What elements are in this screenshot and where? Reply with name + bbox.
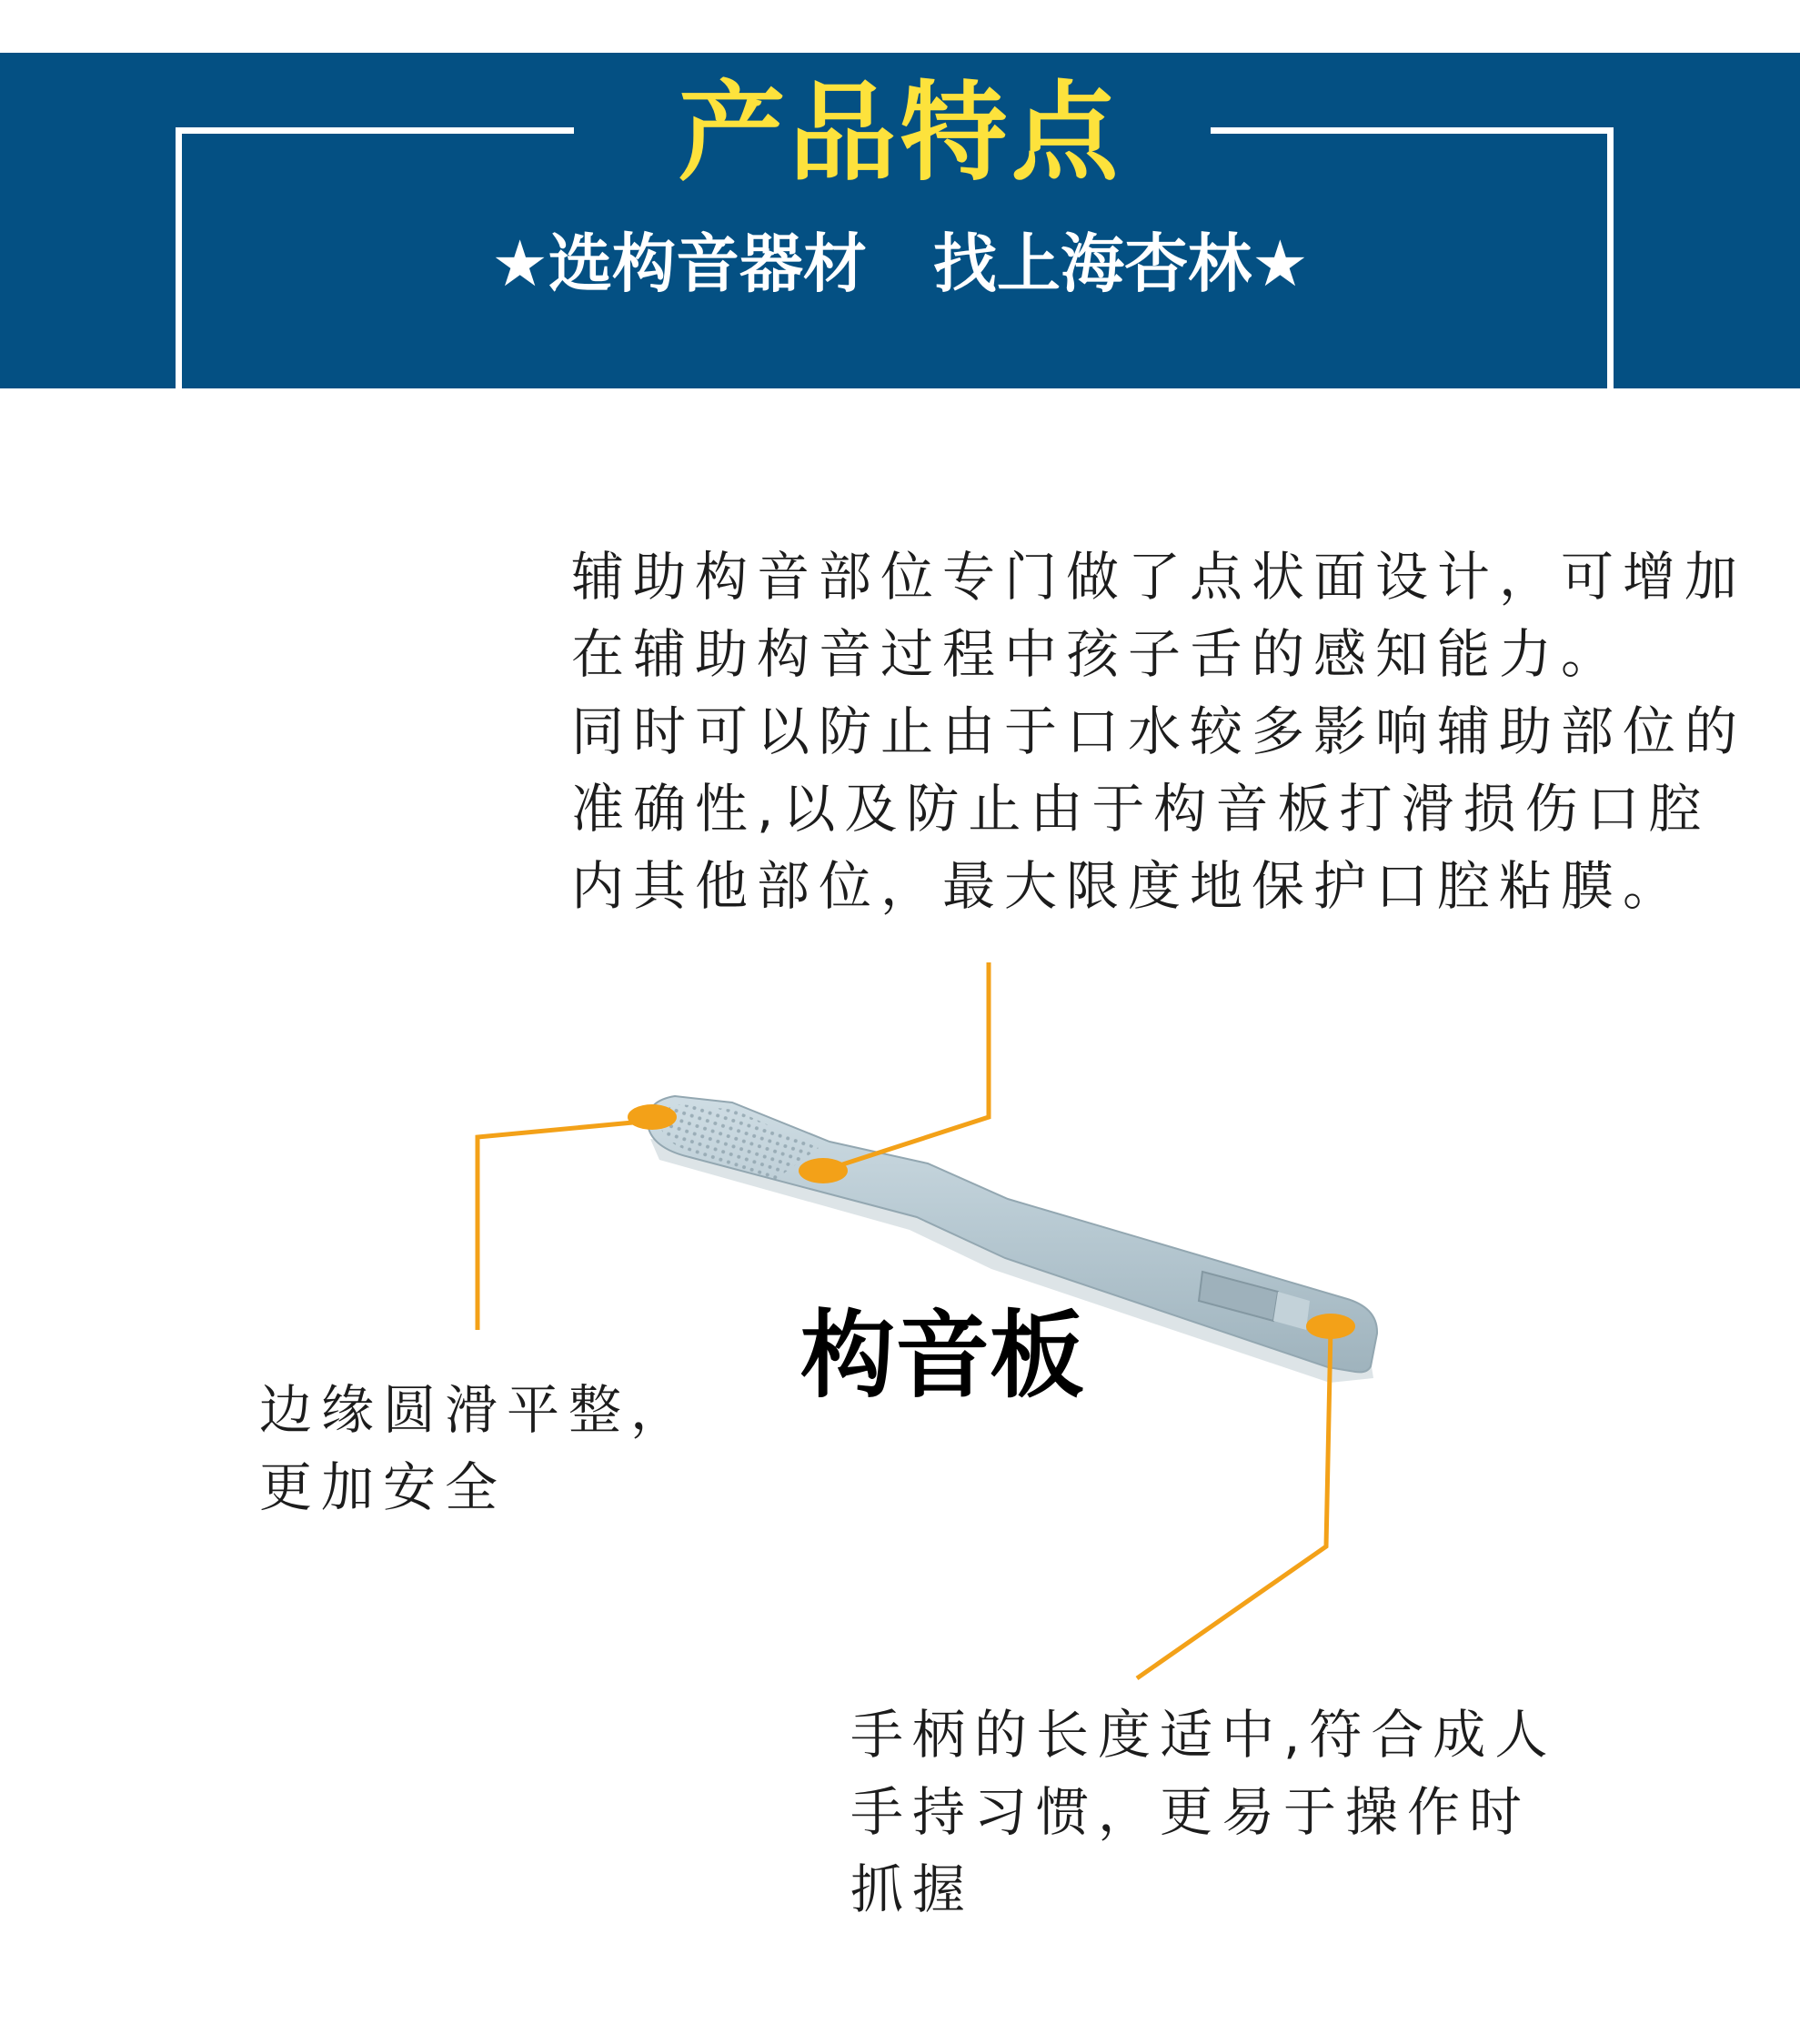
leader-line-left (478, 1121, 652, 1330)
marker-handle (1306, 1314, 1355, 1339)
marker-dotted-area (799, 1158, 848, 1183)
leader-line-bottom (1137, 1328, 1331, 1678)
banner-title: 产品特点 (678, 70, 1122, 196)
leader-line-top (823, 962, 989, 1171)
callout-handle-length: 手柄的长度适中,符合成人 手持习惯，更易于操作时 抓握 (850, 1704, 1557, 1920)
product-name: 构音板 (800, 1299, 1085, 1411)
banner-subtitle: ★选构音器材 找上海杏林★ (491, 227, 1309, 301)
callout-smooth-edge: 边缘圆滑平整， 更加安全 (259, 1379, 693, 1518)
marker-tip-edge (628, 1104, 677, 1130)
callout-dotted-surface: 辅助构音部位专门做了点状面设计，可增加 在辅助构音过程中孩子舌的感知能力。 同时可以防止由于口水较多影响辅助部位的 准确性,以及防止由于构音板打滑损伤口腔 内其他部位，最大限度地保护口腔粘膜。 (571, 546, 1747, 917)
